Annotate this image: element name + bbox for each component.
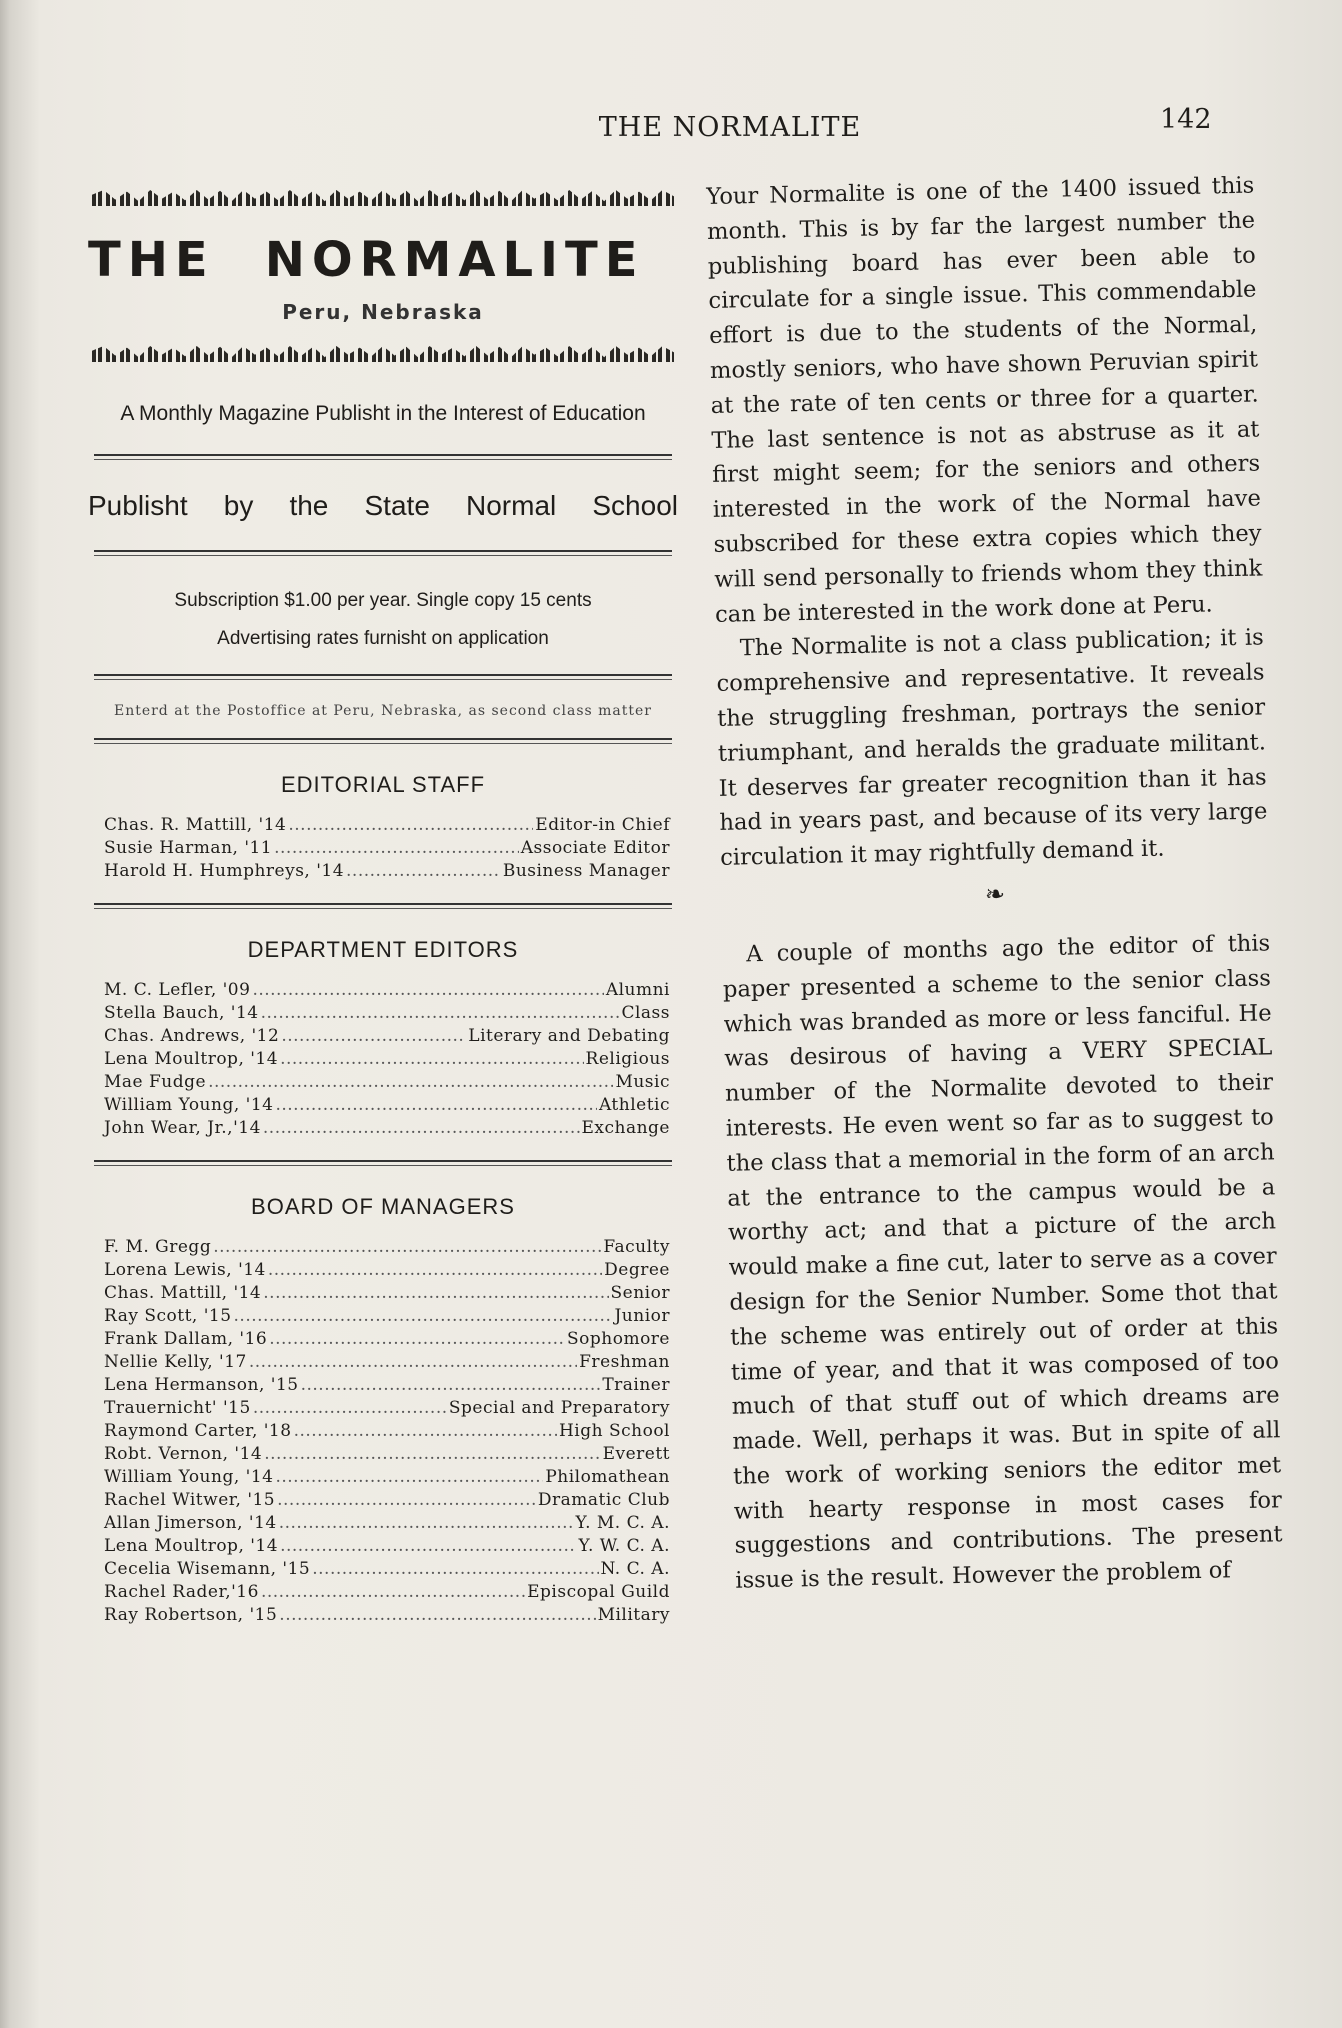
staff-row [104,837,670,860]
staff-name: Chas. Mattill, '14 [104,1283,262,1303]
staff-row [104,1094,670,1117]
staff-role: Exchange [581,1118,670,1138]
divider-rule [94,903,672,909]
staff-row [104,1512,670,1535]
masthead-tagline: A Monthly Magazine Publisht in the Interest of Education [120,402,646,425]
staff-name: F. M. Gregg [104,1237,212,1257]
masthead-column [88,190,678,1647]
divider-rule [94,454,672,460]
ornamental-border-bottom [92,346,674,362]
staff-row [104,1466,670,1489]
staff-row [104,860,670,883]
staff-row [104,1305,670,1328]
staff-role: Literary and Debating [468,1026,670,1046]
staff-row [104,1117,670,1140]
staff-role: Episcopal Guild [527,1582,670,1602]
staff-name: Lorena Lewis, '14 [104,1260,266,1280]
staff-row [104,1025,670,1048]
staff-role: N. C. A. [600,1559,670,1579]
staff-name: M. C. Lefler, '09 [104,980,251,1000]
staff-name: Cecelia Wisemann, '15 [104,1559,311,1579]
staff-name: Frank Dallam, '16 [104,1329,268,1349]
board-of-managers-list [104,1236,670,1627]
board-of-managers-title: BOARD OF MANAGERS [251,1194,515,1219]
staff-name: Allan Jimerson, '14 [104,1513,277,1533]
article-paragraph: Your Normalite is one of the 1400 issued this month. This is by far the largest number the publishing board has ever been able to circulate for a single issue. This commendable effort is due to the students of the Normal, mostly seniors, who have shown Peruvian spirit at the rate of ten cents or three for a quarter. The last sentence is not as abstruse as it at first might seem; for the seniors and others interested in the work of the Normal have subscribed for these extra copies which they will send personally to friends whom they think can be interested in the work done at Peru. [706,172,1263,628]
staff-name: Harold H. Humphreys, '14 [104,861,345,881]
staff-role: Philomathean [545,1467,670,1487]
staff-role: Senior [610,1283,670,1303]
department-editors-list [104,979,670,1140]
ornamental-border-top [92,190,674,206]
article-column [706,169,1284,1599]
masthead-place: Peru, Nebraska [282,300,484,324]
staff-row [104,1048,670,1071]
fleuron-ornament-icon: ❧ [984,879,1006,909]
subscription-price: Subscription $1.00 per year. Single copy 15 cents [174,590,592,611]
staff-name: Trauernicht' '15 [104,1398,251,1418]
staff-row [104,1002,670,1025]
staff-row [104,1604,670,1627]
editorial-staff-title: EDITORIAL STAFF [280,772,486,797]
staff-row [104,1443,670,1466]
staff-role: Freshman [579,1352,670,1372]
staff-role: Junior [614,1306,670,1326]
staff-row [104,814,670,837]
staff-row [104,1535,670,1558]
staff-role: Military [597,1605,670,1625]
staff-row [104,979,670,1002]
staff-role: Special and Preparatory [448,1398,670,1418]
running-head: THE NORMALITE [598,112,862,143]
staff-row [104,1420,670,1443]
staff-name: Lena Hermanson, '15 [104,1375,299,1395]
staff-role: Degree [604,1260,670,1280]
staff-role: Sophomore [567,1329,670,1349]
staff-role: Y. W. C. A. [578,1536,670,1556]
staff-name: Stella Bauch, '14 [104,1003,259,1023]
staff-row [104,1328,670,1351]
staff-role: Faculty [603,1237,670,1257]
staff-row [104,1351,670,1374]
publisher-line: Publisht by the State Normal School [88,490,678,521]
staff-role: Business Manager [502,861,670,881]
divider-rule [94,674,672,680]
staff-name: Rachel Witwer, '15 [104,1490,276,1510]
staff-row [104,1581,670,1604]
postal-entry-note: Enterd at the Postoffice at Peru, Nebraska, as second class matter [113,703,653,719]
advertising-note: Advertising rates furnisht on application [217,628,549,649]
staff-name: John Wear, Jr.,'14 [104,1118,261,1138]
staff-name: Nellie Kelly, '17 [104,1352,247,1372]
masthead-title [88,232,678,288]
staff-name: Susie Harman, '11 [104,838,273,858]
staff-role: Athletic [598,1095,670,1115]
staff-name: Ray Scott, '15 [104,1306,232,1326]
staff-row [104,1397,670,1420]
divider-rule [94,550,672,556]
divider-rule [94,738,672,744]
staff-row [104,1071,670,1094]
staff-row [104,1558,670,1581]
staff-name: William Young, '14 [104,1095,274,1115]
staff-role: Dramatic Club [537,1490,670,1510]
staff-role: Religious [585,1049,670,1069]
page-number: 142 [1160,104,1212,135]
masthead-word-the: THE [88,232,215,288]
department-editors-title: DEPARTMENT EDITORS [247,937,519,962]
staff-role: Editor-in Chief [535,815,670,835]
staff-name: Mae Fudge [104,1072,207,1092]
staff-name: Raymond Carter, '18 [104,1421,292,1441]
staff-row [104,1374,670,1397]
divider-rule [94,1160,672,1166]
editorial-staff-list [104,814,670,883]
subscription-info [88,582,678,658]
staff-row [104,1259,670,1282]
staff-role: Music [615,1072,670,1092]
staff-name: William Young, '14 [104,1467,274,1487]
staff-name: Lena Moultrop, '14 [104,1536,279,1556]
staff-name: Robt. Vernon, '14 [104,1444,263,1464]
staff-row [104,1282,670,1305]
article-paragraph: A couple of months ago the editor of this paper presented a scheme to the senior class which was branded as more or less fanciful. He was desirous of having a VERY SPECIAL number of the Normalite devoted to their interests. He even went so far as to suggest to the class that a memorial in the form of an arch at the entrance to the campus would be a worthy act; and that a picture of the arch would make a fine cut, later to serve as a cover design for the Senior Number. Some thot that the scheme was entirely out of order at this time of year, and that it was composed of too much of that stuff out of which dreams are made. Well, perhaps it was. But in spite of all the work of working seniors the editor met with hearty response in most cases for suggestions and contributions. The present issue is the result. However the problem of [722,930,1283,1594]
staff-name: Chas. Andrews, '12 [104,1026,280,1046]
staff-role: Class [621,1003,670,1023]
staff-role: Alumni [605,980,670,1000]
staff-row [104,1236,670,1259]
article-paragraph: The Normalite is not a class publication; it is comprehensive and representative. It reveals the struggling freshman, portrays the senior triumphant, and heralds the graduate militant. It deserves far greater recognition than it has had in years past, and because of its very large circulation it may rightfully demand it. [716,624,1268,871]
staff-row [104,1489,670,1512]
staff-name: Ray Robertson, '15 [104,1605,278,1625]
staff-name: Lena Moultrop, '14 [104,1049,279,1069]
staff-role: High School [558,1421,670,1441]
masthead-word-normalite: NORMALITE [264,232,645,288]
staff-role: Y. M. C. A. [575,1513,670,1533]
staff-role: Everett [602,1444,670,1464]
staff-name: Rachel Rader,'16 [104,1582,259,1602]
staff-role: Associate Editor [520,838,670,858]
staff-role: Trainer [602,1375,670,1395]
staff-name: Chas. R. Mattill, '14 [104,815,287,835]
